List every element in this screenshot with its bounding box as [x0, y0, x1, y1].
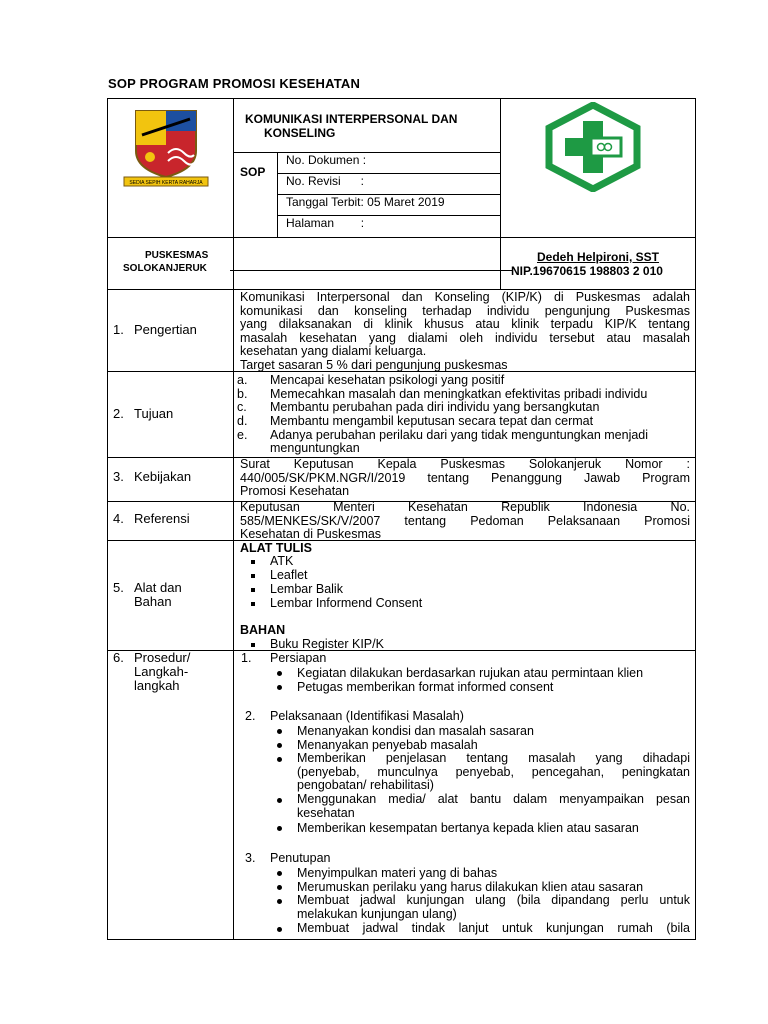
row-1-definition: Komunikasi Interpersonal dan Konseling (KIP/K) di Puskesmas adalah komunikasi dan konseling terhadap individu pengunjung Puskesmas yang dilaksanakan di klinik khusus atau klinik terpadu KIP/K tentang masalah kesehatan yang dialami oleh individu tersebut atau masalah kesehatan yang dialami keluarga. Target sasaran 5 % dari pengunjung puskesmas [240, 291, 690, 372]
row-5-number: 5. [113, 580, 124, 595]
step-2-title: Pelaksanaan (Identifikasi Masalah) [270, 709, 464, 723]
step-point: Menggunakan media/ alat bantu dalam menyampaikan pesan kesehatan [297, 793, 690, 820]
row-3-number: 3. [113, 469, 124, 484]
row-5-label-line2: Bahan [134, 594, 172, 609]
row-6-label-line2: Langkah- [134, 664, 189, 679]
field-revision-number: No. Revisi : [286, 174, 365, 188]
signer-nip: NIP.19670615 198803 2 010 [511, 264, 663, 278]
step-2-number: 2. [245, 709, 256, 723]
row-4-label: Referensi [134, 511, 190, 526]
row-6-number: 6. [113, 650, 124, 665]
row-1-target: Target sasaran 5 % dari pengunjung puskesmas [240, 357, 508, 372]
svg-text:SEDIA SEPIH KERTA RAHARJA: SEDIA SEPIH KERTA RAHARJA [129, 180, 203, 186]
step-point: Memberikan penjelasan tentang masalah yang dihadapi (penyebab, munculnya penyebab, pencegahan, peningkatan pengobatan/ rehabilitasi) [297, 752, 690, 792]
field-document-number: No. Dokumen : [286, 153, 367, 167]
org-name-line1: PUSKESMAS [145, 250, 209, 261]
field-page: Halaman : [286, 216, 365, 230]
row-3-policy: Surat Keputusan Kepala Puskesmas Solokanjeruk Nomor : 440/005/SK/PKM.NGR/I/2019 tentang Penanggung Jawab Program Promosi Kesehatan [240, 458, 690, 498]
row-5-label-line1: Alat dan [134, 580, 182, 595]
row-6-label-line3: langkah [134, 678, 180, 693]
row-6-label-line1: Prosedur/ [134, 650, 191, 665]
row-3-label: Kebijakan [134, 469, 192, 484]
signer-name: Dedeh Helpironi, SST [537, 250, 660, 264]
row-4-reference: Keputusan Menteri Kesehatan Republik Indonesia No. 585/MENKES/SK/V/2007 tentang Pedoman Pelaksanaan Promosi Kesehatan di Puskesmas [240, 501, 690, 541]
sop-main-title-line2: KONSELING [264, 126, 336, 140]
alat-tulis-heading: ALAT TULIS [240, 541, 312, 555]
step-1-title: Persiapan [270, 651, 327, 665]
step-point: Menanyakan kondisi dan masalah sasaran [297, 724, 534, 738]
sop-main-title-line1: KOMUNIKASI INTERPERSONAL DAN [245, 112, 458, 126]
alat-item: Lembar Balik [270, 582, 343, 596]
step-point: Petugas memberikan format informed consent [297, 680, 554, 694]
header-table [107, 98, 696, 290]
alat-item: Lembar Informend Consent [270, 596, 423, 610]
step-point: Membuat jadwal tindak lanjut untuk kunjungan rumah (bila [297, 922, 690, 935]
regency-emblem [118, 105, 214, 187]
step-1-number: 1. [241, 651, 252, 665]
row-2-label: Tujuan [134, 406, 174, 421]
alat-item: Leaflet [270, 568, 308, 582]
bahan-item: Buku Register KIP/K [270, 637, 384, 651]
row-4-number: 4. [113, 511, 124, 526]
step-point: Membuat jadwal kunjungan ulang (bila dipandang perlu untuk melakukan kunjungan ulang) [297, 894, 690, 921]
bahan-heading: BAHAN [240, 623, 286, 637]
sop-label: SOP [240, 165, 266, 179]
step-3-number: 3. [245, 851, 256, 865]
alat-item: ATK [270, 554, 294, 568]
field-issue-date: Tanggal Terbit: 05 Maret 2019 [286, 195, 445, 209]
step-point: Memberikan kesempatan bertanya kepada klien atau sasaran [297, 821, 639, 835]
document-title: SOP PROGRAM PROMOSI KESEHATAN [108, 76, 361, 91]
step-point: Kegiatan dilakukan berdasarkan rujukan atau permintaan klien [297, 666, 644, 680]
procedure-table: 1. Pengertian Komunikasi Interpersonal dan Konseling (KIP/K) di Puskesmas adalah komunikasi dan konseling terhadap individu pengunjung Puskesmas yang dilaksanakan di klinik khusus atau klinik terpadu KIP/K tentang masalah kesehatan yang dialami oleh individu tersebut atau masalah kesehatan yang dialami keluarga. Target sasaran 5 % dari pengunjung puskesmas 2. Tujuan a. Mencapai kesehatan psikologi yang positif b. Memecahkan masalah dan meningkatkan efektivitas pribadi individu c. Membantu perubahan pada diri individu yang bersangkutan d. Membantu mengambil keputusan secara tepat dan cermat e. Adanya perubahan perilaku dari yang tidak menguntungkan menjadi menguntungkan 3. Kebijakan Surat Keputusan Kepala Puskesmas Solokanjeruk Nomor : 440/005/SK/PKM.NGR/I/2019 tentang Penanggung Jawab Program Promosi Kesehatan 4. Referensi Keputusan Menteri Kesehatan Republik Indonesia No. 585/MENKES/SK/V/2007 tentang Pedoman Pelaksanaan Promosi Kesehatan di Puskesmas 5. Alat dan Bahan ALAT TULIS ATK Leaflet Lembar Balik Lembar Informend Consent BAHAN Buku Register KIP/K 6. Prosedur/ Langkah- langkah 1. Persiapan Kegiatan dilakukan berdasarkan rujukan atau permintaan klien Petugas memberikan format informed consent 2. Pelaksanaan (Identifikasi Masalah) Menanyakan kondisi dan masalah sasaran Menanyakan penyebab masalah Memberikan penjelasan tentang masalah yang dihadapi (penyebab, munculnya penyebab, pencegahan, peningkatan pengobatan/ rehabilitasi) Menggunakan media/ alat bantu dalam menyampaikan pesan kesehatan Memberikan kesempatan bertanya kepada klien atau sasaran 3. Penutupan Menyimpulkan materi yang di bahas Merumuskan perilaku yang harus dilakukan klien atau sasaran Membuat jadwal kunjungan ulang (bila dipandang perlu untuk melakukan kunjungan ulang) Membuat jadwal tindak lanjut untuk kunjungan rumah (bila [107, 290, 696, 940]
step-3-title: Penutupan [270, 851, 331, 865]
row-1-number: 1. [113, 322, 124, 337]
step-point: Merumuskan perilaku yang harus dilakukan klien atau sasaran [297, 880, 644, 894]
step-point: Menanyakan penyebab masalah [297, 738, 478, 752]
row-2-number: 2. [113, 406, 124, 421]
puskesmas-logo [544, 102, 642, 192]
step-point: Menyimpulkan materi yang di bahas [297, 866, 498, 880]
org-name-line2: SOLOKANJERUK [123, 263, 207, 274]
row-1-label: Pengertian [134, 322, 197, 337]
